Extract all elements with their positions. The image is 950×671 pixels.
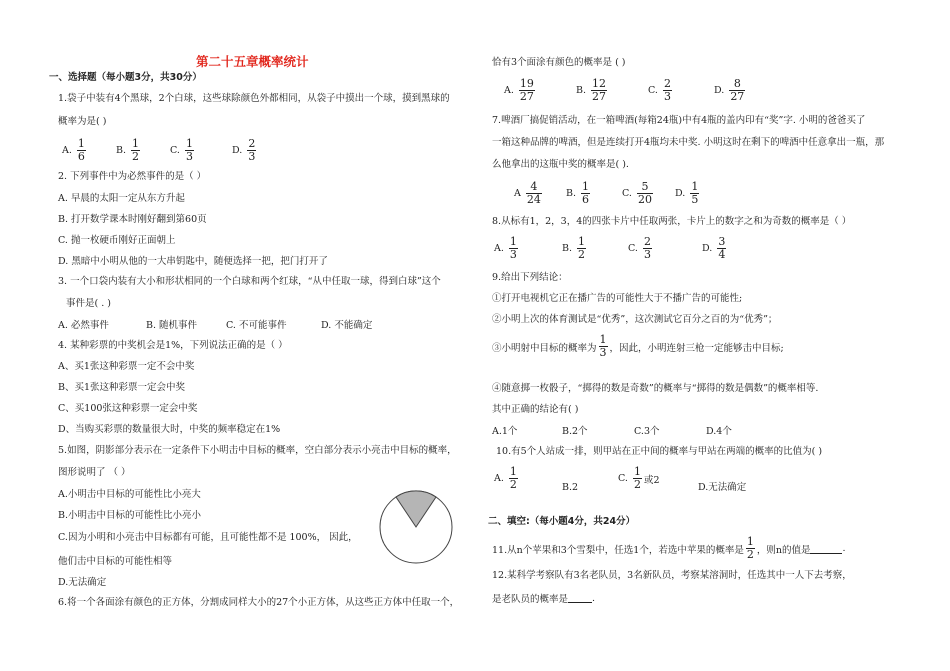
denominator: 3	[663, 90, 671, 103]
denominator: 6	[582, 193, 590, 206]
q2-option-c: C. 抛一枚硬币刚好正面朝上	[58, 235, 176, 246]
numerator: 1	[132, 137, 140, 150]
numerator: 12	[592, 77, 607, 90]
q2-option-a: A. 早晨的太阳一定从东方升起	[58, 193, 185, 204]
q11-text-b: ，则n的值是	[756, 544, 811, 556]
statement-text: ③小明射中目标的概率为	[492, 342, 597, 354]
denominator: 2	[509, 478, 517, 491]
q2-option-d: D. 黑暗中小明从他的一大串钥匙中，随便选择一把，把门打开了	[58, 256, 328, 267]
q5-option-c: C.因为小明和小亮击中目标都有可能，且可能性都不是 100%， 因此，	[58, 532, 358, 543]
q1-option-c	[170, 138, 196, 163]
denominator: 24	[526, 193, 541, 206]
q9-line1: 9.给出下列结论：	[492, 272, 568, 283]
denominator: 3	[509, 248, 517, 261]
numerator: 3	[718, 235, 726, 248]
option-label: D.	[714, 85, 725, 96]
numerator: 1	[599, 333, 607, 346]
numerator: 8	[733, 77, 741, 90]
answer-blank[interactable]	[810, 544, 842, 554]
q4-option-b: B、买1张这种彩票一定会中奖	[58, 382, 186, 393]
numerator: 4	[530, 180, 538, 193]
fraction	[591, 78, 607, 103]
numerator: 2	[643, 235, 651, 248]
option-label: B.	[116, 145, 127, 156]
fraction	[643, 236, 652, 261]
q6-line2: 恰有3个面涂有颜色的概率是 ( )	[492, 57, 626, 68]
q9-statement-2: ②小明上次的体育测试是“优秀”，这次测试它百分之百的为“优秀”；	[492, 314, 778, 325]
numerator: 2	[663, 77, 671, 90]
denominator: 2	[132, 150, 140, 163]
denominator: 4	[718, 248, 726, 261]
q3-option-c: C. 不可能事件	[226, 320, 287, 331]
q8-line1: 8.从标有1，2，3，4的四张卡片中任取两张，卡片上的数字之和为奇数的概率是（ ）	[492, 216, 852, 227]
q1-line2: 概率为是( )	[58, 116, 107, 127]
denominator: 2	[633, 478, 641, 491]
q9-statement-1: ①打开电视机它正在播广告的可能性大于不播广告的可能性;	[492, 293, 743, 304]
q9-option-d: D.4个	[706, 426, 732, 437]
q10-option-d: D.无法确定	[698, 482, 747, 493]
numerator: 1	[185, 137, 193, 150]
q9-question: 其中正确的结论有( )	[492, 404, 579, 415]
fraction	[519, 78, 535, 103]
denominator: 27	[730, 90, 745, 103]
section-fill-heading: 二、填空:（每小题4分，共24分）	[488, 516, 636, 527]
fraction	[185, 138, 194, 163]
option-label: A.	[504, 85, 514, 96]
denominator: 5	[691, 193, 699, 206]
q8-option-b	[562, 236, 588, 261]
fraction	[729, 78, 745, 103]
fraction	[663, 78, 672, 103]
q3-option-b: B. 随机事件	[146, 320, 198, 331]
denominator: 3	[599, 346, 607, 359]
option-label: A.	[494, 243, 504, 254]
option-label: C.	[622, 188, 632, 199]
q7-line2: 一箱这种品牌的啤酒，但是连续打开4瓶均未中奖. 小明这时在剩下的啤酒中任意拿出一瓶，那	[492, 137, 885, 148]
q12-text: 是老队员的概率是	[492, 594, 569, 605]
q10-option-b: B.2	[562, 482, 579, 493]
option-label: A.	[494, 473, 504, 484]
fraction	[690, 181, 699, 206]
option-label: D.	[232, 145, 243, 156]
q10-option-c	[618, 466, 660, 491]
fraction	[526, 181, 542, 206]
q9-option-a: A.1个	[492, 426, 518, 437]
fraction	[746, 536, 755, 561]
q10-option-a	[494, 466, 520, 491]
fraction	[131, 138, 140, 163]
q12-line2	[492, 591, 595, 605]
q7-option-a	[514, 181, 544, 206]
q8-option-d	[702, 236, 728, 261]
denominator: 3	[248, 150, 256, 163]
option-label: C.	[170, 145, 180, 156]
answer-blank[interactable]	[568, 593, 592, 603]
numerator: 5	[641, 180, 649, 193]
option-label: B.	[576, 85, 587, 96]
numerator: 19	[519, 77, 534, 90]
q7-option-b	[566, 181, 592, 206]
denominator: 27	[592, 90, 607, 103]
option-label: D.	[675, 188, 686, 199]
numerator: 1	[691, 180, 699, 193]
q4-line1: 4. 某种彩票的中奖机会是1%，下列说法正确的是（ ）	[58, 340, 288, 351]
q5-line1: 5.如图，阴影部分表示在一定条件下小明击中目标的概率，空白部分表示小亮击中目标的概率，	[58, 445, 457, 456]
q9-option-c: C.3个	[634, 426, 660, 437]
q6-option-a	[504, 78, 537, 103]
numerator: 1	[77, 137, 85, 150]
q2-option-b: B. 打开数学课本时刚好翻到第60页	[58, 214, 207, 225]
numerator: 1	[509, 235, 517, 248]
fraction	[637, 181, 653, 206]
option-text: 或2	[643, 474, 660, 486]
q5-option-d: D.无法确定	[58, 577, 107, 588]
numerator: 1	[509, 465, 517, 478]
numerator: 1	[578, 235, 586, 248]
page-title: 第二十五章概率统计	[196, 54, 309, 69]
option-label: B.	[562, 243, 573, 254]
numerator: 2	[248, 137, 256, 150]
fraction	[717, 236, 726, 261]
q5-option-c-cont: 他们击中目标的可能性相等	[58, 556, 173, 567]
q8-option-a	[494, 236, 520, 261]
q5-option-b: B.小明击中目标的可能性比小亮小	[58, 510, 202, 521]
denominator: 2	[578, 248, 586, 261]
q3-option-a: A. 必然事件	[58, 320, 109, 331]
denominator: 2	[746, 548, 754, 561]
fraction	[633, 466, 642, 491]
fraction	[581, 181, 590, 206]
q7-option-d	[675, 181, 701, 206]
q11-text-a: 11.从n个苹果和3个雪梨中，任选1个，若选中苹果的概率是	[492, 544, 744, 556]
fraction	[577, 236, 586, 261]
option-label: C.	[618, 473, 628, 484]
numerator: 1	[746, 535, 754, 548]
q3-line2: 事件是( . )	[66, 298, 111, 309]
q9-statement-4: ④随意掷一枚骰子，“掷得的数是奇数”的概率与“掷得的数是偶数”的概率相等.	[492, 383, 819, 394]
numerator: 1	[582, 180, 590, 193]
q7-option-c	[622, 181, 655, 206]
option-label: B.	[566, 188, 577, 199]
q3-option-d: D. 不能确定	[321, 320, 373, 331]
q1-line1: 1.袋子中装有4个黑球，2个白球，这些球除颜色外都相同，从袋子中摸出一个球，摸到黑球的	[58, 93, 450, 104]
q2-line1: 2. 下列事件中为必然事件的是（ ）	[58, 171, 207, 182]
q7-line3: 么他拿出的这瓶中奖的概率是( ).	[492, 159, 629, 170]
probability-pie-figure	[378, 489, 454, 565]
q10-line1: 10.有5个人站成一排，则甲站在正中间的概率与甲站在两端的概率的比值为( )	[496, 446, 823, 457]
numerator: 1	[633, 465, 641, 478]
q7-line1: 7.啤酒厂搞促销活动，在一箱啤酒(每箱24瓶)中有4瓶的盖内印有“奖”字. 小明的爸爸买了	[492, 115, 866, 126]
fraction	[599, 334, 608, 359]
q4-option-d: D、当购买彩票的数量很大时，中奖的频率稳定在1%	[58, 424, 281, 435]
option-label: A	[514, 188, 521, 199]
q4-option-c: C、买100张这种彩票一定会中奖	[58, 403, 198, 414]
q8-option-c	[628, 236, 654, 261]
q6-option-b	[576, 78, 609, 103]
option-label: C.	[628, 243, 638, 254]
denominator: 3	[185, 150, 193, 163]
q1-option-d	[232, 138, 258, 163]
option-label: A.	[62, 145, 72, 156]
fraction	[509, 466, 518, 491]
denominator: 3	[643, 248, 651, 261]
q1-option-b	[116, 138, 142, 163]
q9-statement-3	[492, 334, 784, 359]
denominator: 6	[77, 150, 85, 163]
q11-line	[492, 536, 845, 561]
q1-option-a	[62, 138, 88, 163]
option-label: C.	[648, 85, 658, 96]
fraction	[247, 138, 256, 163]
option-label: D.	[702, 243, 713, 254]
q3-line1: 3. 一个口袋内装有大小和形状相同的一个白球和两个红球，“从中任取一球，得到白球”这个	[58, 276, 441, 287]
q6-option-c	[648, 78, 674, 103]
statement-text: ，因此，小明连射三枪一定能够击中目标;	[609, 342, 784, 354]
period: .	[592, 592, 596, 604]
fraction	[77, 138, 86, 163]
q5-option-a: A.小明击中目标的可能性比小亮大	[58, 489, 201, 500]
denominator: 20	[637, 193, 652, 206]
q9-option-b: B.2个	[562, 426, 588, 437]
fraction	[509, 236, 518, 261]
q12-line1: 12.某科学考察队有3名老队员，3名新队员，考察某溶洞时，任选其中一人下去考察，	[492, 570, 852, 581]
denominator: 27	[519, 90, 534, 103]
q4-option-a: A、买1张这种彩票一定不会中奖	[58, 361, 195, 372]
q6-option-d	[714, 78, 747, 103]
q6-line1: 6.将一个各面涂有颜色的正方体，分割成同样大小的27个小正方体，从这些正方体中任取一个，	[58, 597, 460, 608]
period: .	[842, 543, 846, 554]
q5-line2: 图形说明了 （ ）	[58, 467, 131, 478]
section-choice-heading: 一、选择题（每小题3分，共30分）	[49, 72, 202, 83]
